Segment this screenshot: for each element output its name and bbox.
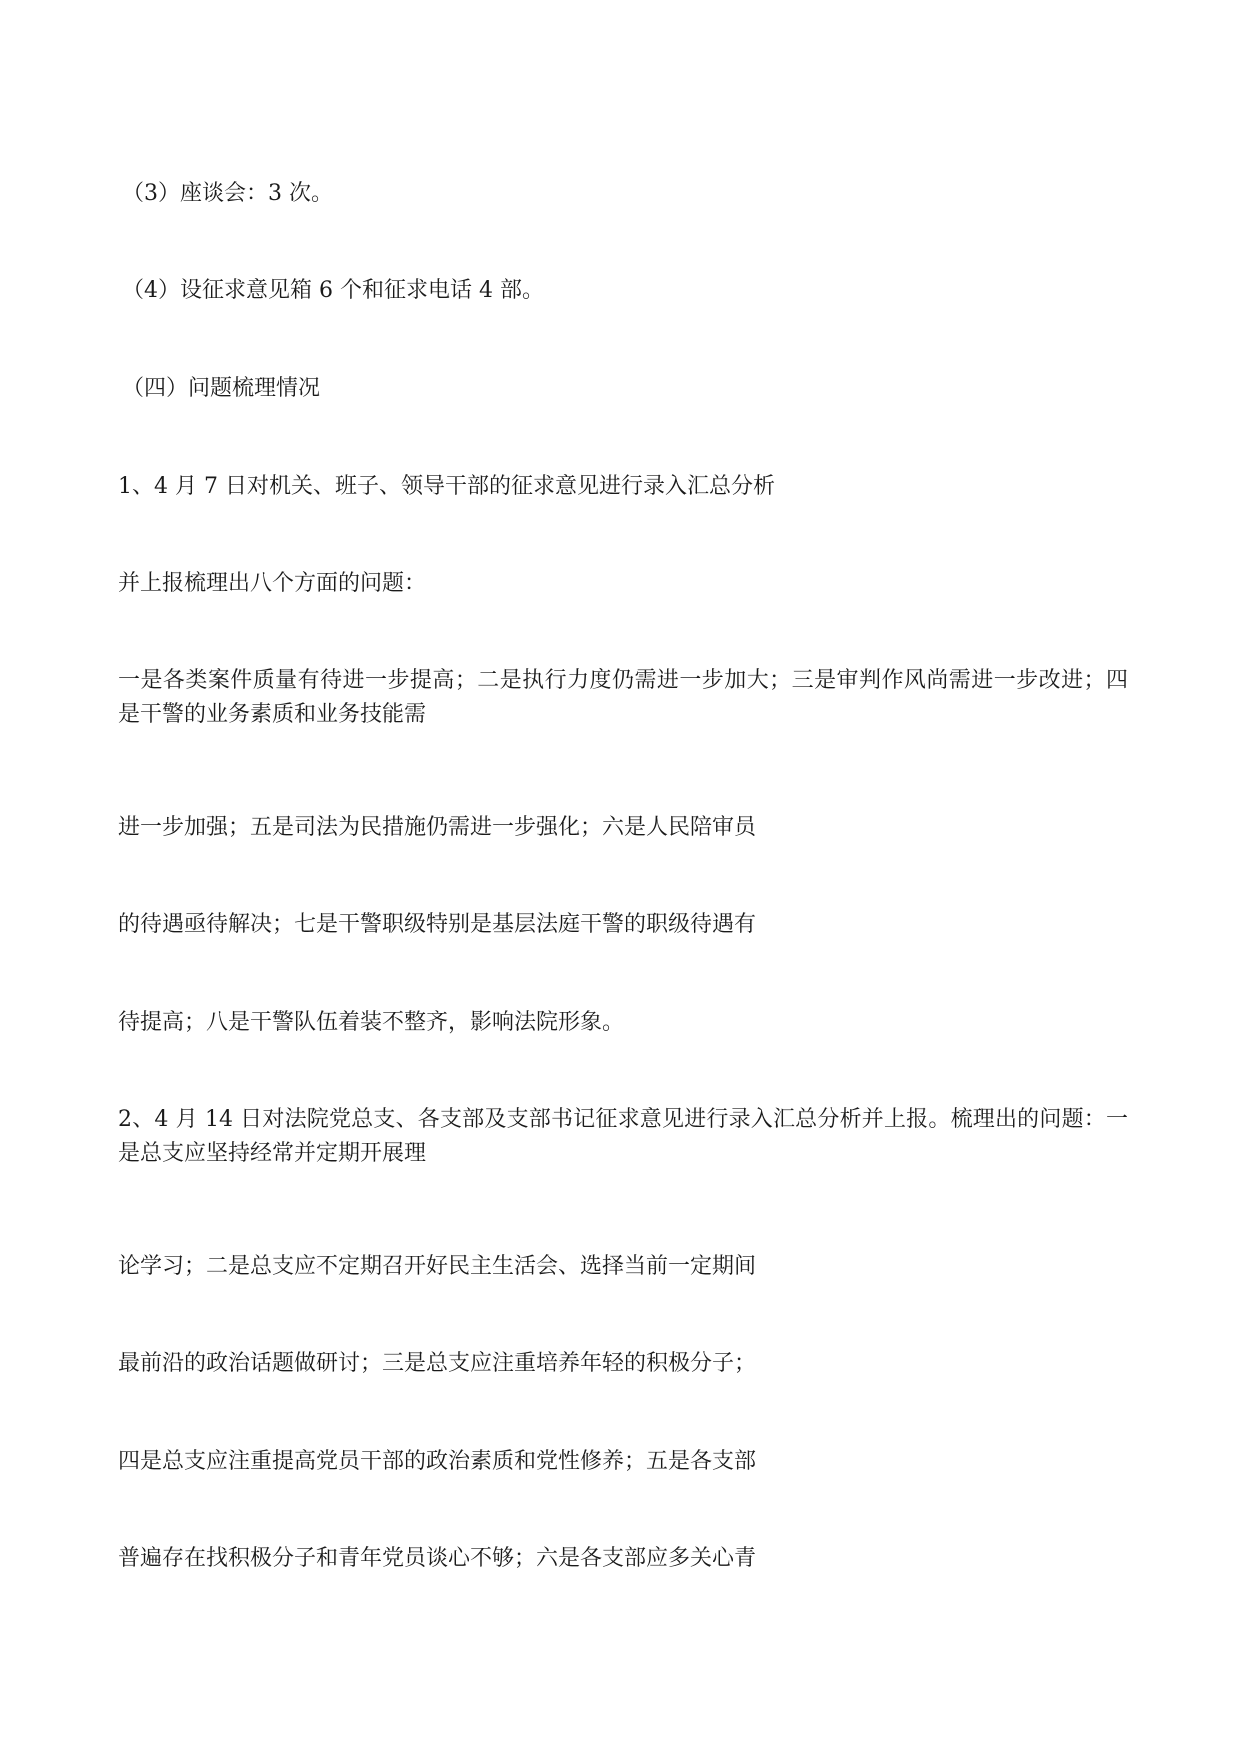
paragraph-line: 最前沿的政治话题做研讨；三是总支应注重培养年轻的积极分子； xyxy=(118,1351,757,1376)
paragraph-line: 一是各类案件质量有待进一步提高；二是执行力度仍需进一步加大；三是审判作风尚需进一步改进；四是干警的业务素质和业务技能需 xyxy=(118,668,1128,727)
paragraph-line: 的待遇亟待解决；七是干警职级特别是基层法庭干警的职级待遇有 xyxy=(118,912,757,937)
paragraph-line: 并上报梳理出八个方面的问题： xyxy=(118,571,427,596)
paragraph-line: 论学习；二是总支应不定期召开好民主生活会、选择当前一定期间 xyxy=(118,1254,757,1279)
paragraph-line: 普遍存在找积极分子和青年党员谈心不够；六是各支部应多关心青 xyxy=(118,1546,757,1571)
paragraph-line: 2、4 月 14 日对法院党总支、各支部及支部书记征求意见进行录入汇总分析并上报。梳理出的问题：一是总支应坚持经常并定期开展理 xyxy=(118,1107,1128,1166)
paragraph-line: 进一步加强；五是司法为民措施仍需进一步强化；六是人民陪审员 xyxy=(118,815,757,840)
paragraph-line: 1、4 月 7 日对机关、班子、领导干部的征求意见进行录入汇总分析 xyxy=(118,474,775,499)
item-symposium: （3）座谈会：3 次。 xyxy=(122,181,333,206)
section-heading-issue-review: （四）问题梳理情况 xyxy=(122,376,321,401)
paragraph-line: 四是总支应注重提高党员干部的政治素质和党性修养；五是各支部 xyxy=(118,1449,757,1474)
paragraph-line: 待提高；八是干警队伍着装不整齐，影响法院形象。 xyxy=(118,1010,625,1035)
item-suggestion-box: （4）设征求意见箱 6 个和征求电话 4 部。 xyxy=(122,278,544,303)
